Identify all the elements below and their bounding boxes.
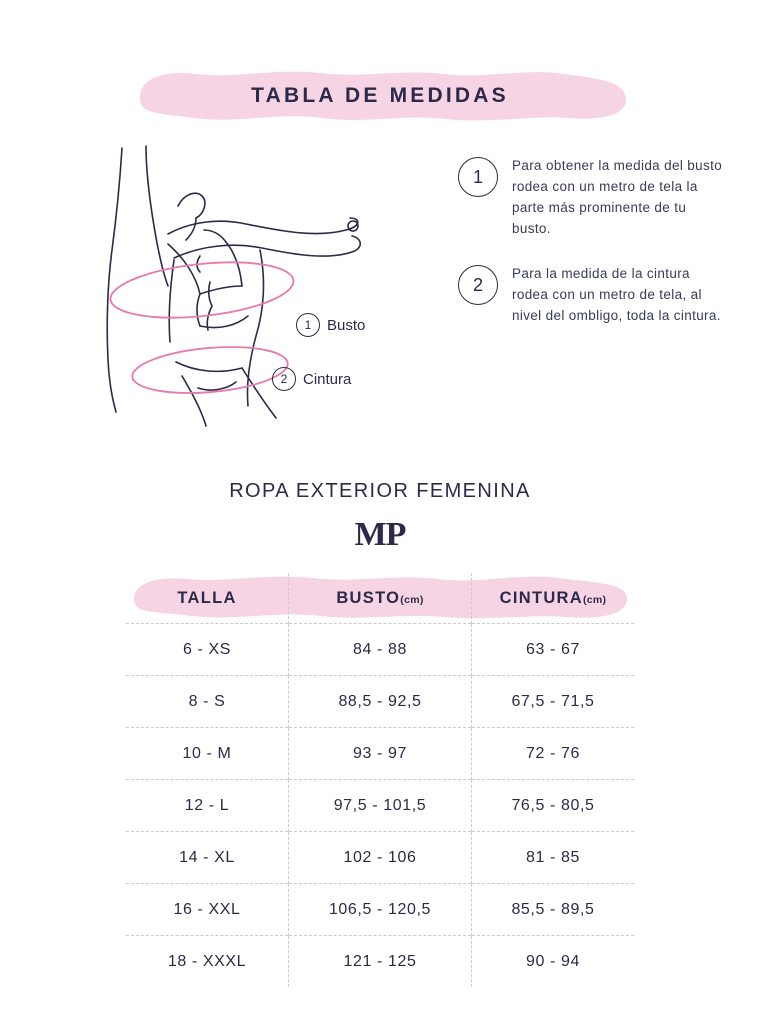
- cell-talla: 8 - S: [126, 676, 289, 728]
- cell-talla: 14 - XL: [126, 832, 289, 884]
- label-text-cintura: Cintura: [303, 370, 352, 388]
- label-number-1: 1: [296, 313, 320, 337]
- cell-talla: 18 - XXXL: [126, 936, 289, 988]
- table-row: [126, 624, 634, 676]
- cell-busto: 102 - 106: [289, 832, 472, 884]
- table-row: [126, 936, 634, 988]
- illustration-label-busto: [296, 313, 365, 337]
- cell-busto: 88,5 - 92,5: [289, 676, 472, 728]
- size-table: [126, 573, 634, 987]
- page-title: TABLA DE MEDIDAS: [251, 84, 509, 107]
- section-title: ROPA EXTERIOR FEMENINA: [229, 480, 531, 502]
- size-table-head: [126, 573, 634, 624]
- cell-cintura: 67,5 - 71,5: [472, 676, 635, 728]
- table-row: [126, 832, 634, 884]
- size-table-body: [126, 624, 634, 988]
- instructions-list: [458, 155, 728, 350]
- table-row: [126, 780, 634, 832]
- table-row: [126, 728, 634, 780]
- cell-talla: 16 - XXL: [126, 884, 289, 936]
- size-table-wrapper: [126, 573, 634, 987]
- cell-busto: 84 - 88: [289, 624, 472, 676]
- column-header-talla: [126, 573, 289, 624]
- cell-cintura: 76,5 - 80,5: [472, 780, 635, 832]
- body-measurement-illustration: [50, 130, 450, 430]
- label-number-2: 2: [272, 367, 296, 391]
- instruction-text-2: Para la medida de la cintura rodea con un metro de tela, al nivel del ombligo, toda la cintura.: [512, 266, 721, 323]
- column-header-busto-label: BUSTO: [336, 588, 401, 607]
- cell-busto: 121 - 125: [289, 936, 472, 988]
- column-header-cintura: [472, 573, 635, 624]
- label-text-busto: Busto: [327, 316, 366, 334]
- cell-cintura: 90 - 94: [472, 936, 635, 988]
- illustration-label-cintura: [272, 367, 351, 391]
- cell-busto: 93 - 97: [289, 728, 472, 780]
- instruction-number-2: 2: [458, 265, 498, 305]
- cell-talla: 12 - L: [126, 780, 289, 832]
- cell-talla: 6 - XS: [126, 624, 289, 676]
- title-banner: [124, 68, 636, 124]
- column-header-busto-unit: (cm): [400, 593, 424, 606]
- cell-cintura: 72 - 76: [472, 728, 635, 780]
- cell-talla: 10 - M: [126, 728, 289, 780]
- instruction-text-1: Para obtener la medida del busto rodea con un metro de tela la parte más prominente de tu busto.: [512, 158, 723, 236]
- column-header-busto: [289, 573, 472, 624]
- table-row: [126, 884, 634, 936]
- brand-logo: MP: [354, 516, 406, 553]
- cell-busto: 106,5 - 120,5: [289, 884, 472, 936]
- column-header-talla-label: TALLA: [177, 588, 237, 607]
- table-row: [126, 676, 634, 728]
- cell-cintura: 81 - 85: [472, 832, 635, 884]
- column-header-cintura-unit: (cm): [582, 593, 607, 606]
- column-header-cintura-label: CINTURA: [499, 588, 583, 607]
- instruction-number-1: 1: [458, 157, 498, 197]
- cell-busto: 97,5 - 101,5: [289, 780, 472, 832]
- instruction-item: [458, 263, 728, 326]
- cell-cintura: 63 - 67: [472, 624, 635, 676]
- table-header-row: [126, 573, 634, 624]
- instruction-item: [458, 155, 728, 239]
- cell-cintura: 85,5 - 89,5: [472, 884, 635, 936]
